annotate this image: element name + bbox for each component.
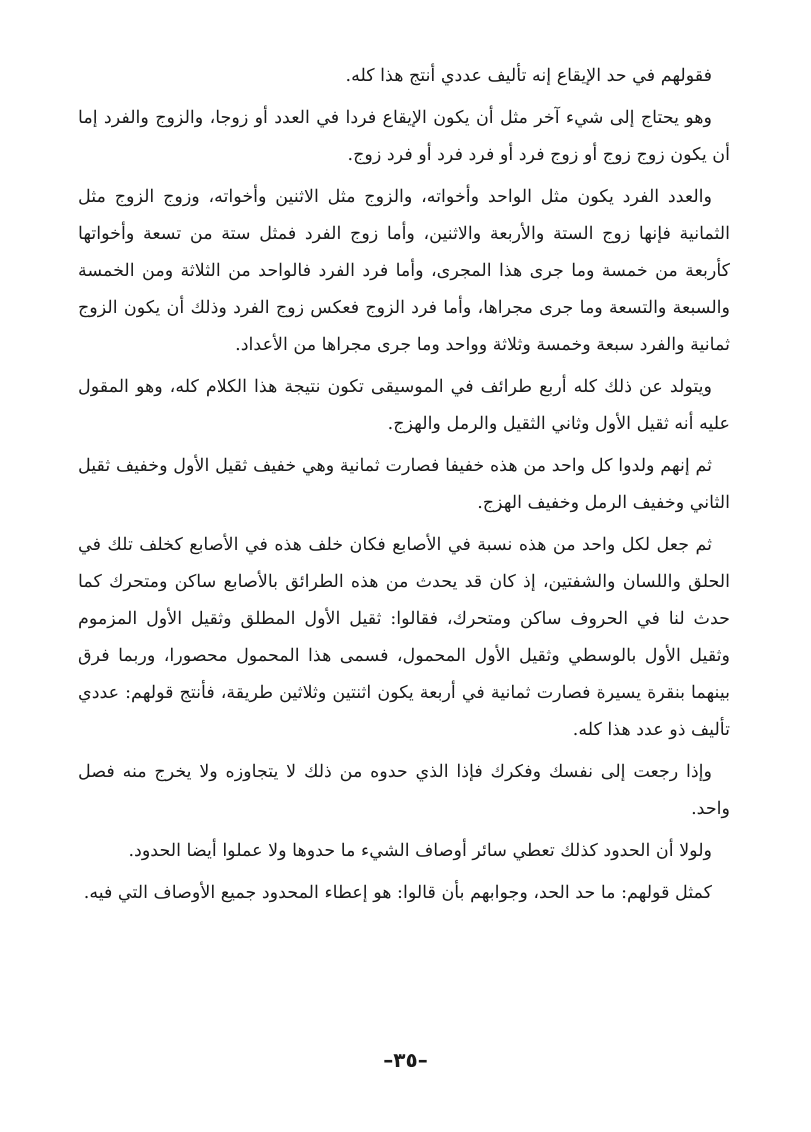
paragraph-6: ثم جعل لكل واحد من هذه نسبة في الأصابع فكان خلف هذه في الأصابع كخلف تلك في الحلق واللسان والشفتين، إذ كان قد يحدث من هذه الطرائق بالأصابع ساكن ومتحرك كما حدث لنا في الحروف ساكن ومتحرك، فقالوا: ثقيل الأول المطلق وثقيل الأول المزموم وثقيل الأول بالوسطي وثقيل الأول المحمول، فسمى هذا المحمول محصورا، وربما فرق بينهما بنقرة يسيرة فصارت ثمانية في أربعة يكون اثنتين وثلاثين طريقة، فأنتج قولهم: عددي تأليف ذو عدد هذا كله.	[78, 535, 730, 740]
paragraph-8: ولولا أن الحدود كذلك تعطي سائر أوصاف الشيء ما حدوها ولا عملوا أيضا الحدود.	[128, 841, 712, 861]
paragraph-7: وإذا رجعت إلى نفسك وفكرك فإذا الذي حدوه من ذلك لا يتجاوزه ولا يخرج منه فصل واحد.	[78, 762, 730, 819]
paragraph-9: كمثل قولهم: ما حد الحد، وجوابهم بأن قالوا: هو إعطاء المحدود جميع الأوصاف التي فيه.	[83, 883, 712, 903]
paragraph-3: والعدد الفرد يكون مثل الواحد وأخواته، والزوج مثل الاثنين وأخواته، وزوج الزوج مثل الثمانية فإنها زوج الستة والأربعة والاثنين، وأما زوج الفرد فمثل ستة من تسعة وأخواتها كأربعة من خمسة وما جرى هذا المجرى، وأما فرد الفرد فالواحد من الثلاثة ومن الخمسة والسبعة والتسعة وما جرى مجراها، وأما فرد الزوج فعكس زوج الفرد وذلك أن يكون الزوج ثمانية والفرد سبعة وخمسة وثلاثة وواحد وما جرى مجراها من الأعداد.	[78, 187, 730, 355]
paragraph-2: وهو يحتاج إلى شيء آخر مثل أن يكون الإيقاع فردا في العدد أو زوجا، والزوج والفرد إما أن يكون زوج زوج أو زوج فرد أو فرد فرد أو فرد زوج.	[78, 108, 730, 165]
paragraph-4: ويتولد عن ذلك كله أربع طرائف في الموسيقى تكون نتيجة هذا الكلام كله، وهو المقول عليه أنه ثقيل الأول وثاني الثقيل والرمل والهزج.	[78, 377, 730, 434]
body-text	[78, 58, 730, 917]
paragraph-1: فقولهم في حد الإيقاع إنه تأليف عددي أنتج هذا كله.	[345, 66, 712, 86]
paragraph-5: ثم إنهم ولدوا كل واحد من هذه خفيفا فصارت ثمانية وهي خفيف ثقيل الأول وخفيف ثقيل الثاني وخفيف الرمل وخفيف الهزج.	[78, 456, 730, 513]
page-number: –٣٥–	[383, 1048, 428, 1072]
